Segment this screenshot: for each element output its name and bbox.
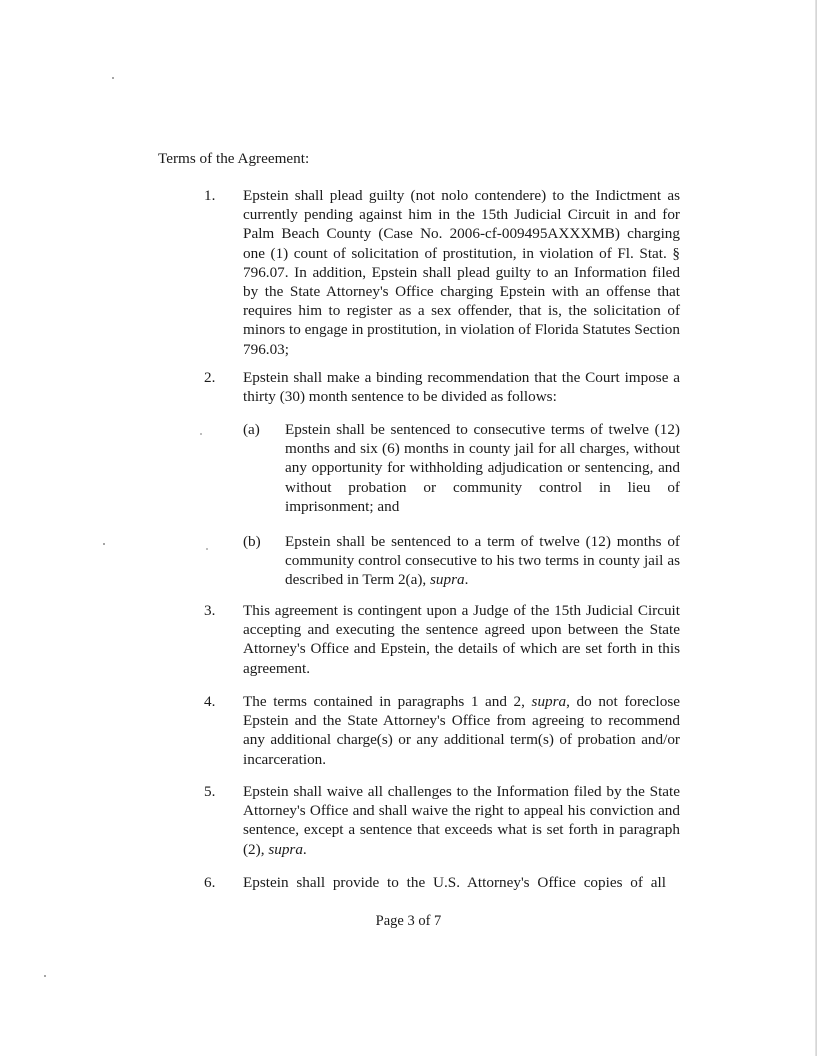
subterm-text: Epstein shall be sentenced to a term of twelve (12) months of community control consecutive to his two terms in county jail as described in Term 2(a), supra.: [285, 533, 680, 589]
term-number: 6.: [204, 874, 216, 891]
term-text: This agreement is contingent upon a Judge of the 15th Judicial Circuit accepting and executing the sentence agreed upon between the State Attorney's Office and Epstein, the details of which are set forth in this agreement.: [243, 602, 680, 677]
term-text: Epstein shall plead guilty (not nolo contendere) to the Indictment as currently pending against him in the 15th Judicial Circuit in and for Palm Beach County (Case No. 2006-cf-009495AXXXMB) charging one (1) count of solicitation of prostitution, in violation of Fl. Stat. § 796.07. In addition, Epstein shall plead guilty to an Information filed by the State Attorney's Office charging Epstein with an offense that requires him to register as a sex offender, that is, the solicitation of minors to engage in prostitution, in violation of Florida Statutes Section 796.03;: [243, 187, 680, 358]
section-heading: Terms of the Agreement:: [158, 150, 310, 167]
term-text: The terms contained in paragraphs 1 and 2, supra, do not foreclose Epstein and the State Attorney's Office from agreeing to recommend any additional charge(s) or any additional term(s) of probation and/or incarceration.: [243, 693, 681, 768]
term-number: 3.: [204, 602, 216, 619]
page-number-footer: Page 3 of 7: [375, 913, 442, 929]
term-6: [204, 873, 680, 892]
term-number: 1.: [204, 187, 216, 204]
term-number: 4.: [204, 693, 216, 710]
term-5: [204, 782, 680, 859]
subterm-text: Epstein shall be sentenced to consecutive terms of twelve (12) months and six (6) months in county jail for all charges, without any opportunity for withholding adjudication or sentencing, and without probation or community control in lieu of imprisonment; and: [285, 421, 680, 515]
term-4: [204, 692, 680, 769]
term-2: [204, 368, 680, 406]
term-number: 2.: [204, 369, 216, 386]
subterm-label: (a): [243, 421, 260, 438]
term-number: 5.: [204, 783, 216, 800]
term-1: [204, 186, 680, 359]
subterm-label: (b): [243, 533, 261, 550]
term-text: Epstein shall waive all challenges to the Information filed by the State Attorney's Office and shall waive the right to appeal his conviction and sentence, except a sentence that exceeds what is set forth in paragraph (2), supra.: [243, 783, 680, 858]
subterm-b: [243, 532, 680, 590]
subterm-a: [243, 420, 680, 516]
scan-speck: [103, 543, 105, 545]
scan-speck: [206, 548, 208, 550]
term-text: Epstein shall make a binding recommendation that the Court impose a thirty (30) month sentence to be divided as follows:: [243, 369, 680, 406]
scan-speck: [112, 77, 114, 79]
scan-speck: [200, 433, 202, 435]
term-text: Epstein shall provide to the U.S. Attorney's Office copies of all: [243, 874, 666, 891]
term-3: [204, 601, 680, 678]
scan-speck: [44, 975, 46, 977]
